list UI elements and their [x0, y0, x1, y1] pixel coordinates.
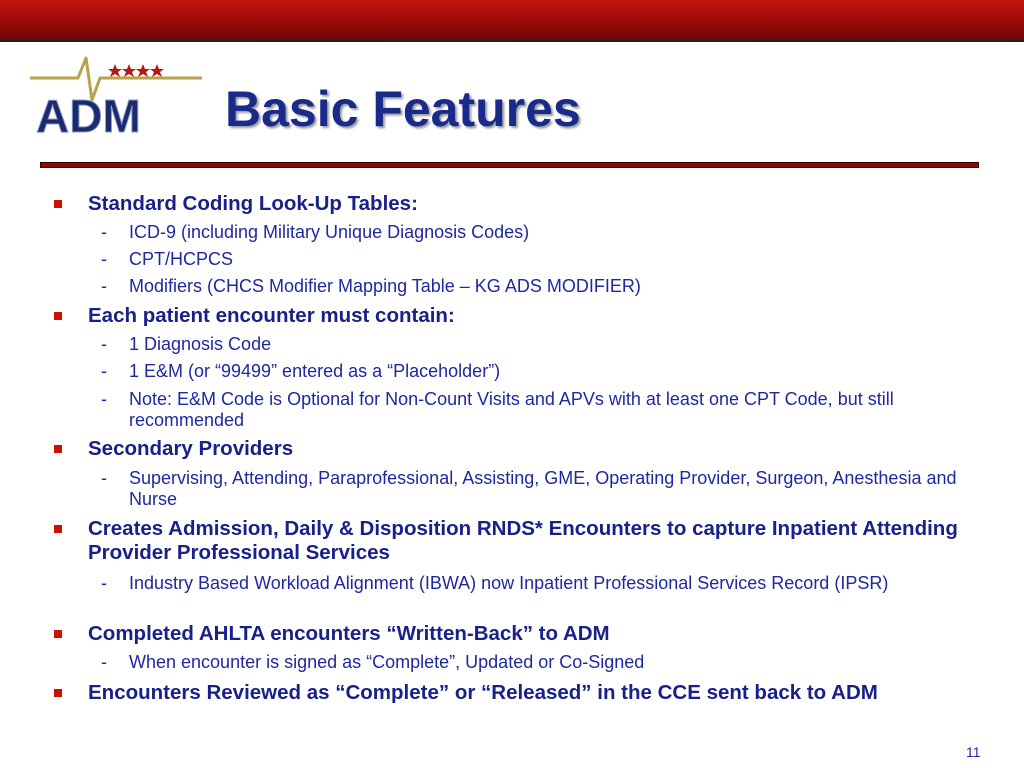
bullet-item	[88, 517, 998, 565]
bullet-item	[88, 192, 998, 216]
bullet-text: Each patient encounter must contain:	[88, 304, 455, 327]
bullet-item	[88, 681, 998, 705]
dash-marker: -	[101, 573, 107, 593]
bullet-square-icon	[54, 630, 62, 638]
sub-bullet-text: 1 Diagnosis Code	[129, 334, 272, 354]
bullet-square-icon	[54, 312, 62, 320]
dash-marker: -	[101, 652, 107, 672]
sub-bullet-item	[101, 249, 989, 270]
bullet-square-icon	[54, 445, 62, 453]
sub-bullet-text: Note: E&M Code is Optional for Non-Count Visits and APVs with at least one CPT Code, but still recommended	[129, 389, 894, 430]
bullet-text: Creates Admission, Daily & Disposition RNDS* Encounters to capture Inpatient Attending Provider Professional Services	[88, 517, 958, 564]
page-number: 11	[966, 744, 981, 760]
bullet-text: Standard Coding Look-Up Tables:	[88, 192, 418, 215]
sub-bullet-text: 1 E&M (or “99499” entered as a “Placeholder”)	[129, 361, 501, 381]
bullet-text: Completed AHLTA encounters “Written-Back” to ADM	[88, 622, 610, 645]
sub-bullet-text: When encounter is signed as “Complete”, Updated or Co-Signed	[129, 652, 645, 672]
dash-marker: -	[101, 276, 107, 296]
dash-marker: -	[101, 468, 107, 488]
bullet-item	[88, 304, 998, 328]
dash-marker: -	[101, 222, 107, 242]
sub-bullet-item	[101, 334, 989, 355]
bullet-square-icon	[54, 200, 62, 208]
sub-bullet-item	[101, 222, 989, 243]
sub-bullet-text: CPT/HCPCS	[129, 249, 234, 269]
bullet-text: Encounters Reviewed as “Complete” or “Released” in the CCE sent back to ADM	[88, 681, 878, 704]
sub-bullet-item	[101, 361, 989, 382]
sub-bullet-text: Supervising, Attending, Paraprofessional, Assisting, GME, Operating Provider, Surgeon, Anesthesia and Nurse	[129, 468, 957, 509]
sub-bullet-item	[101, 276, 989, 297]
bullet-text: Secondary Providers	[88, 437, 294, 460]
bullet-square-icon	[54, 689, 62, 697]
dash-marker: -	[101, 389, 107, 409]
sub-bullet-text: ICD-9 (including Military Unique Diagnosis Codes)	[129, 222, 530, 242]
bullet-square-icon	[54, 525, 62, 533]
sub-bullet-text: Industry Based Workload Alignment (IBWA) now Inpatient Professional Services Record (IPSR)	[129, 573, 889, 593]
sub-bullet-text: Modifiers (CHCS Modifier Mapping Table – KG ADS MODIFIER)	[129, 276, 641, 296]
bullet-item	[88, 622, 998, 646]
dash-marker: -	[101, 361, 107, 381]
bullet-item	[88, 437, 998, 461]
sub-bullet-item	[101, 389, 989, 431]
sub-bullet-item	[101, 652, 989, 673]
sub-bullet-item	[101, 468, 989, 510]
dash-marker: -	[101, 249, 107, 269]
svg-text:ADM: ADM	[36, 90, 141, 140]
page-title: Basic Features	[225, 81, 581, 137]
sub-bullet-item	[101, 573, 989, 594]
dash-marker: -	[101, 334, 107, 354]
